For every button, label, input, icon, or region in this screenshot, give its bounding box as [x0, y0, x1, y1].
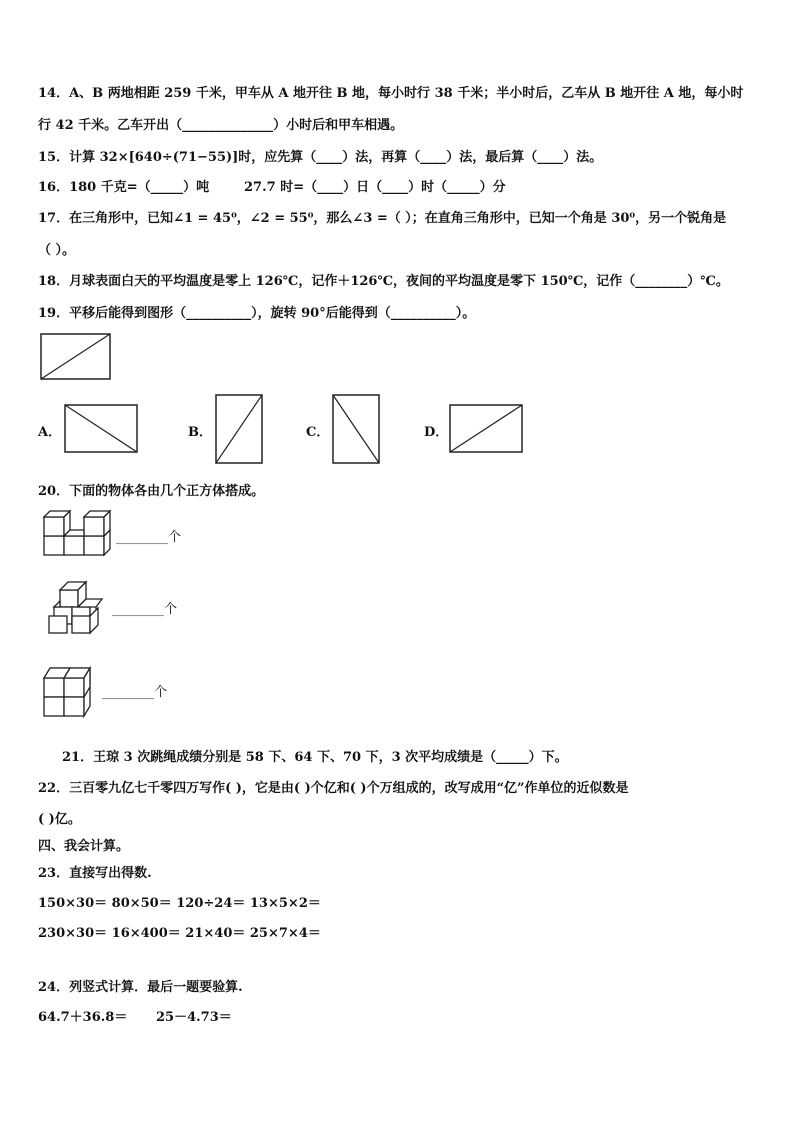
cube-stack-figure-1 — [42, 508, 114, 558]
cube-stack-figure-2 — [46, 576, 110, 636]
cube-stack-figure-3 — [42, 664, 98, 720]
cube-count-answer-1: ________个 — [116, 530, 182, 545]
original-rectangle-figure — [40, 333, 112, 381]
question-14-line-1: 14．A、B 两地相距 259 千米，甲车从 A 地开往 B 地，每小时行 38 千米；半小时后，乙车从 B 地开往 A 地，每小时 — [38, 86, 744, 101]
question-17-line-2: （ ）。 — [38, 243, 76, 258]
question-22-line-1: 22．三百零九亿七千零四万写作( )，它是由( )个亿和( )个万组成的，改写成用“亿”作单位的近似数是 — [38, 781, 629, 796]
question-24-expression-1: 64.7＋36.8＝ — [38, 1010, 128, 1025]
question-23-row-1: 150×30＝ 80×50＝ 120÷24＝ 13×5×2＝ — [38, 896, 321, 911]
question-16-part-2: 27.7 时=（____）日（____）时（_____）分 — [244, 180, 506, 195]
question-20: 20．下面的物体各由几个正方体搭成。 — [38, 484, 265, 499]
question-16-part-1: 16．180 千克=（_____）吨 — [38, 180, 210, 195]
question-22-line-2: ( )亿。 — [38, 812, 81, 827]
option-a-figure[interactable] — [64, 404, 140, 454]
option-b-figure[interactable] — [215, 394, 265, 466]
cube-count-answer-3: ________个 — [102, 685, 168, 700]
question-14-line-2: 行 42 千米。乙车开出（______________）小时后和甲车相遇。 — [38, 118, 404, 133]
question-15: 15．计算 32×[640÷(71−55)]时，应先算（____）法，再算（____）法，最后算（____）法。 — [38, 150, 603, 165]
cube-count-answer-2: ________个 — [112, 602, 178, 617]
question-17-line-1: 17．在三角形中，已知∠1 = 45⁰，∠2 = 55⁰，那么∠3 =（ ）；在直角三角形中，已知一个角是 30⁰，另一个锐角是 — [38, 211, 727, 226]
question-23-title: 23．直接写出得数. — [38, 866, 152, 881]
question-24-title: 24．列竖式计算．最后一题要验算. — [38, 980, 243, 995]
option-c-figure[interactable] — [332, 394, 382, 466]
section-4-title: 四、我会计算。 — [38, 839, 130, 854]
option-d-label: D． — [424, 425, 449, 440]
option-b-label: B． — [188, 425, 212, 440]
question-21: 21．王琼 3 次跳绳成绩分别是 58 下、64 下、70 下，3 次平均成绩是（_____）下。 — [62, 750, 568, 765]
question-24-expression-2: 25－4.73＝ — [156, 1010, 232, 1025]
question-18: 18．月球表面白天的平均温度是零上 126℃，记作＋126℃，夜间的平均温度是零下 150℃，记作（________）℃。 — [38, 274, 729, 289]
question-23-row-2: 230×30＝ 16×400＝ 21×40＝ 25×7×4＝ — [38, 926, 321, 941]
question-19: 19．平移后能得到图形（__________），旋转 90°后能得到（__________）。 — [38, 306, 476, 321]
option-a-label: A． — [38, 425, 62, 440]
option-c-label: C． — [306, 425, 330, 440]
option-d-figure[interactable] — [449, 404, 525, 454]
